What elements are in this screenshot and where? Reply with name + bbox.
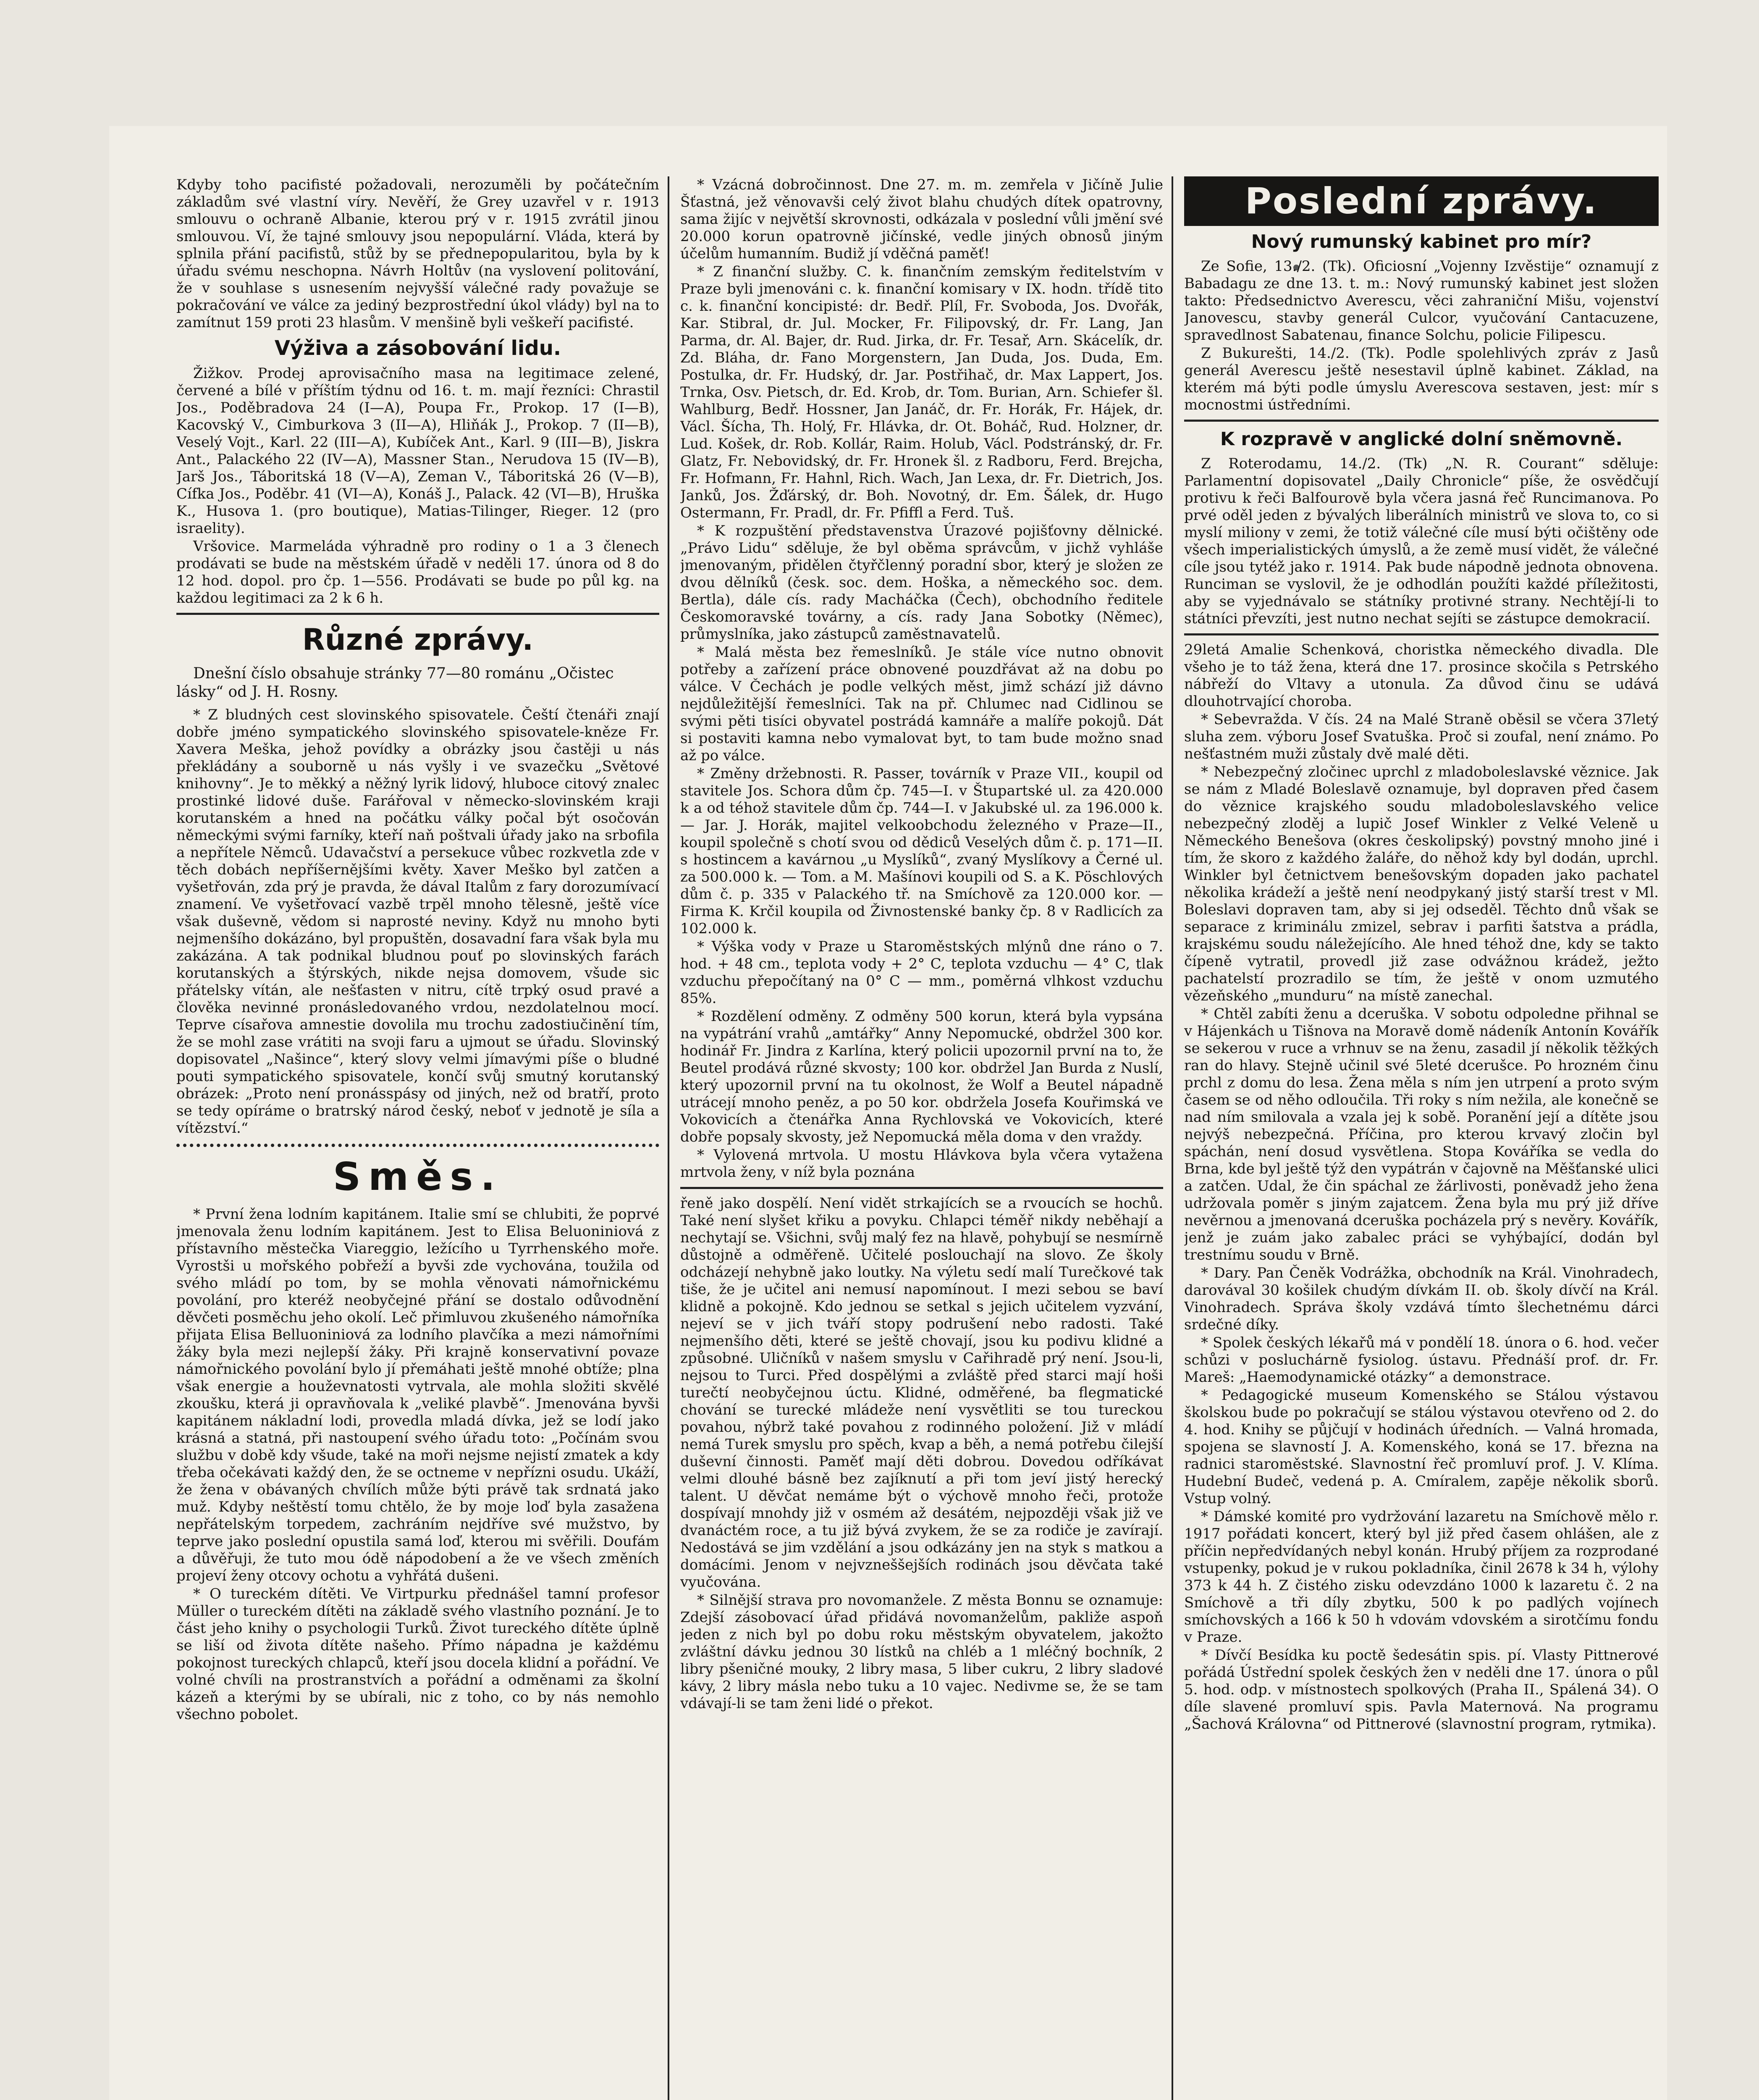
politics-paragraph: Kdyby toho pacifisté požadovali, nerozuměli by počátečním základům své vlastní víry. Nevěří, že Grey uzavřel v r. 1913 smlouvu o ochraně Albanie, kterou prý v r. 1915 zvrátil jinou smlouvou. Ví, že tajné smlouvy jsou nepopulární. Vláda, která by splnila přání pacifistů, stůž by se přednepopularitou, byla by k úřadu svému neschopna. Návrh Holtův (na vyslovení politování, že v souhlase s usnesením nejvyšší válečné rady považuje se pokračování ve válce za jediný bezprostřední úkol vlády) byl na to zamítnut 159 proti 23 hlasům. V menšině byli veškeří pacifisté. xyxy=(176,176,659,331)
section-heading-ruzne: Různé zprávy. xyxy=(302,622,534,657)
ruzne-intro: Dnešní číslo obsahuje stránky 77—80 románu „Očistec lásky“ od J. H. Rosny. xyxy=(176,665,614,701)
article-vzacna: * Vzácná dobročinnost. Dne 27. m. m. zemřela v Jičíně Julie Šťastná, jež věnovavši celý život blahu chudých dítek opatrovny, sama žijíc v největší skrovnosti, odkázala v poslední vůli jmění své 20.000 korun opatrovně jičínské, vedle jiných obnosů jiným účelům humanním. Budiž jí vděčná paměť! xyxy=(680,176,1163,262)
article-sebevrazda: * Sebevražda. V čís. 24 na Malé Straně oběsil se včera 37letý sluha zem. výboru Josef Svatuška. Proč si zoufal, není známo. Po nešťastném muži zůstaly dvě malé děti. xyxy=(1184,711,1659,762)
article-dary: * Dary. Pan Čeněk Vodrážka, obchodník na Král. Vinohradech, darovával 30 košilek chudým dívkám II. ob. školy dívčí na Král. Vinohradech. Správa školy vzdává tímto šlechetnému dárci srdečné díky. xyxy=(1184,1265,1659,1333)
article-zizkov: Žižkov. Prodej aprovisačního masa na legitimace zelené, červené a bílé v příštím týdnu od 16. t. m. mají řezníci: Chrastil Jos., Poděbradova 24 (I—A), Poupa Fr., Prokop. 17 (I—B), Kacovský V., Cimburkova 3 (II—A), Hliňák J., Prokop. 7 (II—B), Veselý Vojt., Karl. 22 (III—A), Kubíček Ant., Karl. 9 (III—B), Jiskra Ant., Palackého 22 (IV—A), Massner Stan., Nerudova 15 (IV—B), Jarš Jos., Táboritská 18 (V—A), Zeman V., Táboritská 26 (V—B), Cífka Jos., Poděbr. 41 (VI—A), Konáš J., Palack. 42 (VI—B), Hruška K., Husova 1. (pro boutique), Matias-Tilinger, Rieger. 12 (pro israelity). xyxy=(176,365,659,537)
article-rozdeleni: * Rozdělení odměny. Z odměny 500 korun, která byla vypsána na vypátrání vrahů „amtářky“ Anny Nepomucké, obdržel 300 kor. hodinář Fr. Jindra z Karlína, který policii upozornil první na to, že Beutel prodává různé skvosty; 100 kor. obdržel Jan Burda z Nuslí, který upozornil první na tu okolnost, že Wolf a Beutel nápadně utrácejí mnoho peněz, a po 50 kor. obdržela Josefa Kouřimská ve Vokovicích a čtenářka Anna Rychlovská ve Vokovicích, které dobře popsaly skvosty, jež Nepomucká měla doma v den vraždy. xyxy=(680,1008,1163,1145)
article-museum: * Pedagogické museum Komenského se Stálou výstavou školskou bude po pokračují se stálou výstavou otevřeno od 2. do 4. hod. Knihy se půjčují v hodinách úředních. — Valná hromada, spojena se slavností J. A. Komenského, koná se 17. března na radnici staroměstské. Slavnostní řeč promluví prof. J. V. Klíma. Hudební Budeč, vedená p. A. Cmíralem, zapěje několik sborů. Vstup volný. xyxy=(1184,1387,1659,1507)
article-mala-mesta: * Malá města bez řemeslníků. Je stále více nutno obnovit potřeby a zařízení práce obnovené pouzdřávat až na dobu po válce. V Čechách je podle velkých měst, jimž schází již dávno nejdůležitější řemeslníci. Tak na př. Chlumec nad Cidlinou se svými pěti tisíci obyvatel postrádá kamnáře a malíře pokojů. Dát si postaviti kamna nebo vymalovat byt, to tam bude možno snad až po válce. xyxy=(680,644,1163,764)
article-vyska-vody: * Výška vody v Praze u Staroměstských mlýnů dne ráno o 7. hod. + 48 cm., teplota vody + 2° C, teplota vzduchu — 4° C, tlak vzduchu přepočítaný na 0° C — mm., poměrná vlhkost vzduchu 85%. xyxy=(680,938,1163,1007)
headline-snemovne: K rozpravě v anglické dolní sněmovně. xyxy=(1220,428,1623,450)
newspaper-page xyxy=(109,126,1667,2100)
article-silnejsi-strava: * Silnější strava pro novomanžele. Z města Bonnu se oznamuje: Zdejší zásobovací úřad přidává novomanželům, pakliže aspoň jeden z nich byl po dobu roku městským obyvatelem, jakožto zvláštní dávku jednou 30 lístků na chléb a 1 mléčný bochník, 2 libry pšeničné mouky, 2 libry masa, 5 liber cukru, 2 libry sladové kávy, 2 libry másla nebo tuku a 10 vajec. Nedivme se, že se tam vdávají-li se tam ženi lidé o překot. xyxy=(680,1592,1163,1712)
column-3 xyxy=(1184,176,1659,2100)
column-1 xyxy=(176,176,659,2100)
article-sofie: Ze Sofie, 13./2. (Tk). Oficiosní „Vojenny Izvěstije“ oznamují z Babadagu ze dne 13. t. m.: Nový rumunský kabinet jest složen takto: Předsednictvo Averescu, věci zahraniční Mišu, vojenství Janovescu, stavby generál Culcor, vyučování Cantacuzene, spravedlnost Sabatenau, finance Solchu, policie Filipescu. xyxy=(1184,258,1659,344)
section-heading-posledni: Poslední zprávy. xyxy=(1184,176,1659,226)
divider xyxy=(1184,633,1659,635)
divider xyxy=(1184,420,1659,422)
article-zlocinec: * Nebezpečný zločinec uprchl z mladoboleslavské věznice. Jak se nám z Mladé Boleslavě oznamuje, byl dopraven před časem do věznice krajského soudu mladoboleslavského velice nebezpečný zloděj a lupič Josef Winkler z Velké Veleně u Německého Benešova (okres českolipský) povstný mnoho jiné i tím, že skoro z každého žaláře, do něhož kdy byl dodán, uprchl. Winkler byl četnictvem benešovským dopaden jako pachatel několika krádeží a ještě není neodpykaný jistý starší trest v Ml. Boleslavi dopraven tam, aby si jej odseděl. Těchto dnů však se separace z kriminálu zmizel, sebrav i parfiti šatstva a prádla, krajskému soudu náležejícího. Ale hned téhož dne, kdy se takto čípeně vytratil, provedl již zase odvážnou krádež, ježto pachatelstí prozradilo se tím, že ještě v onom uzmutého vězeňského „munduru“ na místě zanechal. xyxy=(1184,764,1659,1004)
article-financni: * Z finanční služby. C. k. finančním zemským ředitelstvím v Praze byli jmenováni c. k. finanční komisary v IX. hodn. třídě tito c. k. finanční koncipisté: dr. Bedř. Plíl, Fr. Svoboda, Jos. Dvořák, Kar. Stibral, dr. Jul. Mocker, Fr. Filipovský, dr. Fr. Lang, Jan Parma, dr. Al. Bajer, dr. Rud. Jirka, dr. Fr. Tesař, Arn. Skácelík, dr. Zd. Bláha, dr. Fano Morgenstern, Jan Duda, Jos. Duda, Em. Postulka, dr. Fr. Hudský, dr. Jar. Postřihač, dr. Max Lappert, Jos. Trnka, Osv. Pietsch, dr. Ed. Krob, dr. Tom. Burian, Arn. Schiefer šl. Wahlburg, Bedř. Hossner, Jan Janáč, dr. Fr. Horák, Fr. Hájek, dr. Václ. Šícha, Th. Holý, Fr. Hlávka, dr. Ot. Boháč, Rud. Holzner, dr. Lud. Košek, dr. Rob. Kollár, Raim. Holub, Václ. Podstránský, dr. Fr. Glatz, Fr. Nebovidský, dr. Fr. Hronek šl. z Radboru, Ferd. Brejcha, Fr. Hofmann, Fr. Hahnl, Rich. Wach, Jan Lexa, dr. Fr. Dietrich, Jos. Janků, Jos. Žďárský, dr. Boh. Novotný, dr. Em. Šálek, dr. Hugo Ostermann, Fr. Pradl, dr. Fr. Pfiffl a Ferd. Tuš. xyxy=(680,263,1163,521)
article-bukurest: Z Bukurešti, 14./2. (Tk). Podle spolehlivých zpráv z Jasů generál Averescu ještě nesestavil úplně kabinet. Základ, na kterém má býti podle úmyslu Averescova sestaven, jest: mír s mocnostmi ústředními. xyxy=(1184,345,1659,413)
article-lekari: * Spolek českých lékařů má v pondělí 18. února o 6. hod. večer schůzi v posluchárně fysiolog. ústavu. Přednáší prof. dr. Fr. Mareš: „Haemodynamické otázky“ a demonstrace. xyxy=(1184,1334,1659,1386)
divider xyxy=(680,1187,1163,1189)
article-schenkova: 29letá Amalie Schenková, choristka německého divadla. Dle všeho je to táž žena, která dne 17. prosince skočila s Petrského nábřeží do Vltavy a utonula. Za důvod činu se udává dlouhotrvající choroba. xyxy=(1184,641,1659,710)
article-zmeny: * Změny držebnosti. R. Passer, továrník v Praze VII., koupil od stavitele Jos. Schora dům čp. 745—I. v Štupartské ul. za 420.000 k a od téhož stavitele dům čp. 744—I. v Jakubské ul. za 196.000 k. — Jar. J. Horák, majitel velkoobchodu železného v Praze—II., koupil společně s chotí svou od dědiců Veselých dům č. p. 171—II. s hostincem a kavárnou „u Myslíků“, zvaný Myslíkovy a Černé ul. za 500.000 k. — Tom. a M. Mašínovi koupili od S. a K. Pöschlových dům č. p. 335 v Palackého tř. na Smíchově za 120.000 kor. — Firma K. Krčil koupila od Živnostenské banky čp. 8 v Radlicích za 102.000 k. xyxy=(680,765,1163,937)
article-turecke-continued: řeně jako dospělí. Není vidět strkajících se a rvoucích se hochů. Také není slyšet křiku a povyku. Chlapci téměř nikdy neběhají a nechytají se. Všichni, svůj malý fez na hlavě, pohybují se nesmírně důstojně a odměřeně. Učitelé poslouchají na slovo. Ze školy odcházejí nehybně jako loutky. Na výletu sedí malí Turečkové tak tiše, že je učitel ani nemusí napomínout. I mezi sebou se baví klidně a pokojně. Kdo jednou se setkal s jejich učitelem vyzvání, nejeví se v jich tváří stopy podrušení nebo radosti. Také nejmenšího děti, které se ještě chovají, jsou ku podivu klidné a způsobné. Uličníků v našem smyslu v Cařihradě prý není. Jsou-li, nejsou to Turci. Před dospělými a zvláště před starci mají hoši turečtí neobyčejnou úctu. Klidné, odměřené, ba flegmatické chování se turecké mládeže není vysvětliti se tou tureckou povahou, nýbrž také povahou z rodinného položení. Již v mládí nemá Turek smyslu pro spěch, kvap a běh, a nemá potřebu čilejší duševní činnosti. Paměť mají děti dobrou. Dovedou odříkávat velmi dlouhé básně bez zajíknutí a při tom jeví jistý herecký talent. U děvčat nemáme být o výchově mnoho řeči, protože dospívají mnohdy již v osmém až desátém, nejpozději však již ve dvanáctém roce, a tu již bývá zvykem, že se za rodiče je zavírají. Nedostává se jim vzdělání a jsou odkázány jen na styk s matkou a domácími. Jenom v nejvzneššejších rodinách jsou děvčata také vyučována. xyxy=(680,1195,1163,1591)
divider xyxy=(176,613,659,615)
section-heading-zasobovani: Výživa a zásobování lidu. xyxy=(274,336,561,360)
article-bludnych-cest: * Z bludných cest slovinského spisovatele. Čeští čtenáři znají dobře jméno sympatického slovinského spisovatele-kněze Fr. Xavera Meška, jehož povídky a obrázky jsou častěji u nás překládány a souborně u nás vyšly i ve svazečku „Světové knihovny“. Je to měkký a něžný lyrik lidový, hluboce citový znalec prostinké lidové duše. Farářoval v německo-slovinském kraji korutanském a hned na počátku války počal být osočován německými svými farníky, kteří naň poštvali úřady jako na srbofila a nepřítele Němců. Udavačství a persekuce vůbec rozkvetla zde v těch dobách nepříšernějšími květy. Xaver Meško byl zatčen a vyšetřován, zda prý je pravda, že dával Italům z fary dorozumívací znamení. Ve vyšetřovací vazbě trpěl mnoho tělesně, ještě více však duševně, vědom si naprosté neviny. Když nu mnoho byti nejmenšího dokázáno, byl propuštěn, dosavadní fara však byla mu zakázána. A tak podnikal bludnou pouť po slovinských farách korutanských a štýrských, nikde nejsa domovem, všude sic přátelsky vítán, ale nešťasten v nitru, cítě trpký osud pravé a člověka nevinné pronásledovaného vrdou, nezdolatelnou mocí. Teprve císařova amnestie dovolila mu trochu zadostiučinění tím, že se mohl zase vrátiti na svoji faru a ujmout se úřadu. Slovinský dopisovatel „Našince“, který slovy velmi jímavými píše o bludné pouti sympatického spisovatele, končí svůj smutný korutanský obrázek: „Proto není pronásspásy od jiných, než od bratří, proto se tedy opíráme o bratrský národ český, neboť v jednotě je síla a vítězství.“ xyxy=(176,706,659,1137)
section-heading-smes: Směs. xyxy=(333,1154,503,1199)
headline-rumunsky: Nový rumunský kabinet pro mír? xyxy=(1251,231,1592,252)
article-tureckem-diteti: * O tureckém dítěti. Ve Virtpurku přednášel tamní profesor Müller o tureckém dítěti na základě svého vlastního poznání. Je to část jeho knihy o psychologii Turků. Život tureckého dítěte úplně se liší od života dítěte našeho. Přímo nápadna je každému pokojnost tureckých chlapců, kteří jsou docela klidní a pořádní. Ve volné chvíli na prostranstvích a pořádní a odměnami za školní kázeň a kterými by se ubírali, nic z toho, co by nás nemohlo všechno pobolet. xyxy=(176,1586,659,1723)
article-urazove: * K rozpuštění představenstva Úrazové pojišťovny dělnické. „Právo Lidu“ sděluje, že byl oběma správcům, v jichž vyhláše jmenovaným, přidělen čtyřčlenný poradní sbor, který je složen ze dvou dělníků (česk. soc. dem. Hoška, a německého soc. dem. Bertla), dále cís. rady Macháčka (Čech), obchodního ředitele Českomoravské továrny, a cís. rady Jana Sobotky (Němec), průmyslníka, jako zástupců zaměstnavatelů. xyxy=(680,522,1163,643)
article-prvni-zena: * První žena lodním kapitánem. Italie smí se chlubiti, že poprvé jmenovala ženu lodním kapitánem. Jest to Elisa Beluoniniová z přístavního městečka Viareggio, ležícího u Tyrrhenského moře. Vyrostši u mořského pobřeží a byvši zde vychována, toužila od svého mládí po tom, by se mohla věnovati námořnickému povolání, pro kteréž neobyčejné přání se dostalo odůvodnění děvčeti posměchu jeho okolí. Leč přimluvou zkušeného námořníka přijata Elisa Belluoniniová za lodního plavčíka a mezi námořními žáky byla mezi nejlepší žáky. Při krajně konservativní povaze námořnického povolání bylo jí přemáhati ještě mnohé obtíže; plna však energie a houževnatosti vytrvala, ale mohla složiti skvělé zkoušku, která ji opravňovala k „veliké plavbě“. Jmenována byvši kapitánem nákladní lodi, provedla mladá dívka, jež se lodí jako krásná a statná, při nastoupení svého úřadu toto: „Počínám svou službu v době kdy všude, také na moři nejsme nejistí zmatek a kdy třeba očekávati každý den, že se octneme v nepřízni osudu. Ukáží, že žena v obávaných chvílích může býti právě tak srdnatá jako muž. Kdyby neštěstí tomu chtělo, že by moje loď byla zasažena nepřátelským torpedem, zachráním nejdříve své mužstvo, by teprve jako poslední opustila samá loď, kterou mi svěřili. Doufám a důvěřuji, že tuto mou ódě nápodobení a že ve všech změních projeví ženy otcovy ochotu a vyhřátá dušeni. xyxy=(176,1206,659,1584)
column-rule xyxy=(1172,176,1173,2100)
article-damske-komite: * Dámské komité pro vydržování lazaretu na Smíchově mělo r. 1917 pořádati koncert, který byl již před časem ohlášen, ale z příčin nepředvídaných nebyl konán. Hrubý příjem za rozprodané vstupenky, pokud je v rukou pokladníka, činil 2678 k 34 h, výlohy 373 k 44 h. Z čistého zisku odevzdáno 1000 k lazaretu č. 2 na Smíchově a tři díly zbytku, 500 k po padlých vojínech smíchovských a 166 k 50 h vdovám vdovském a sirotčímu fondu v Praze. xyxy=(1184,1508,1659,1646)
divider xyxy=(176,1144,659,1147)
article-rotterdam: Z Roterodamu, 14./2. (Tk) „N. R. Courant“ sděluje: Parlamentní dopisovatel „Daily Chronicle“ píše, že osvědčují protivu k řeči Balfourově byla včera jasná řeč Runcimanova. Po prvé oděl jeden z bývalých liberálních ministrů ve slova to, co si myslí miliony v zemi, že totiž válečné cíle musí býti očištěny ode všech imperialistických úmyslů, a že země musí vidět, že válečné cíle jsou tytéž jako r. 1914. Pak bude nápodně jednota obnovena. Runciman se vyslovil, že je odhodlán použíti každé příležitosti, aby se vyjednávalo se státníky protivné strany. Nechtějí-li to státníci převzíti, jest nutno nechat sejíti se zástupce demokracií. xyxy=(1184,455,1659,627)
column-rule xyxy=(668,176,669,2100)
article-chtel-zabiti: * Chtěl zabíti ženu a dceruška. V sobotu odpoledne přihnal se v Hájenkách u Tišnova na Moravě domě nádeník Antonín Kovářík se sekerou v ruce a vrhnuv se na ženu, zasadil jí několik těžkých ran do hlavy. Stejně učinil své 5leté dcerušce. Po hrozném činu prchl z domu do lesa. Žena měla s ním jen utrpení a proto svým časem se od něho odloučila. Tři roky s ním nežila, ale konečně se nad ním smilovala a vzala jej k sobě. Poranění její a dítěte jsou nejvýš nebezpečná. Příčina, pro kterou krvavý zločin byl spáchán, není dosud vysvětlena. Stopa Kováříka se vedla do Brna, kde byl ještě týž den vypátrán v čajovně na Měšťanské ulici a zatčen. Udal, že čin spáchal ze žárlivosti, poněvadž jeho žena udržovala poměr s jiným zajatcem. Žena byla mu prý již dříve nevěrnou a jmenovaná dceruška pocházela prý s nevěry. Kovářík, jenž je zuám jako zabalec práci se vyhýbající, dodán byl trestnímu soudu v Brně. xyxy=(1184,1005,1659,1263)
article-vylovena: * Vylovená mrtvola. U mostu Hlávkova byla včera vytažena mrtvola ženy, v níž byla poznána xyxy=(680,1147,1163,1181)
article-divci-besidka: * Dívčí Besídka ku poctě šedesátin spis. pí. Vlasty Pittnerové pořádá Ústřední spolek českých žen v neděli dne 17. února o půl 5. hod. odp. v místnostech spolkových (Praha II., Spálená 34). O díle slavené promluví spis. Pavla Maternová. Na programu „Šachová Královna“ od Pittnerové (slavnostní program, rytmika). xyxy=(1184,1647,1659,1732)
article-vrsovice: Vršovice. Marmeláda výhradně pro rodiny o 1 a 3 členech prodávati se bude na městském úřadě v neděli 17. února od 8 do 12 hod. dopol. pro čp. 1—556. Prodávati se bude po půl kg. na každou legitimaci za 2 k 6 h. xyxy=(176,538,659,606)
column-2 xyxy=(680,176,1163,2100)
